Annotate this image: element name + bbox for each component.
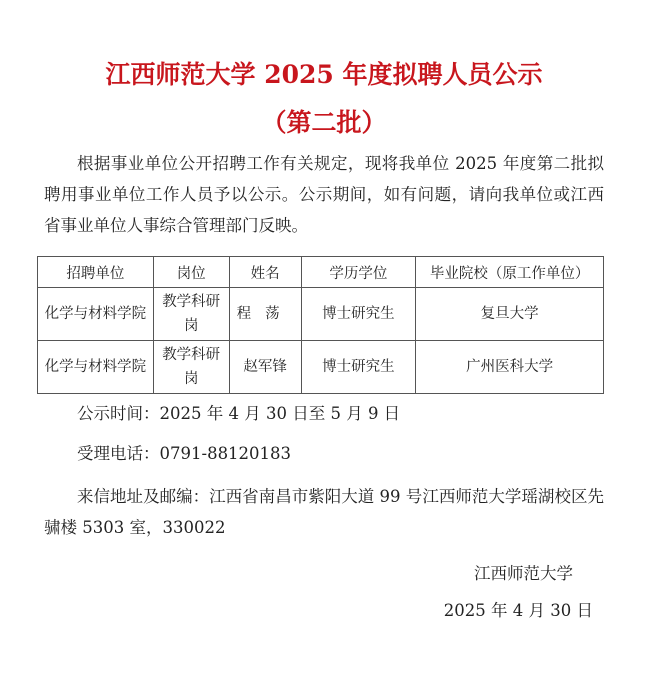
signature-org: 江西师范大学: [474, 564, 573, 583]
cell-position: 教学科研岗: [153, 288, 229, 341]
table-row: [38, 288, 604, 341]
mailing-address: 来信地址及邮编：江西省南昌市紫阳大道 99 号江西师范大学瑶湖校区先骕楼 5303 室，330022: [44, 487, 604, 537]
cell-degree: 博士研究生: [301, 288, 416, 341]
contact-phone: 受理电话：0791-88120183: [77, 444, 292, 463]
cell-name: 赵军锋: [229, 341, 301, 394]
candidate-table: [37, 256, 604, 394]
intro-paragraph: 根据事业单位公开招聘工作有关规定，现将我单位 2025 年度第二批拟聘用事业单位工作人员予以公示。公示期间，如有问题，请向我单位或江西省事业单位人事综合管理部门反映。: [44, 154, 604, 235]
header-name: 姓名: [229, 257, 301, 288]
cell-degree: 博士研究生: [301, 341, 416, 394]
notice-period: 公示时间：2025 年 4 月 30 日至 5 月 9 日: [77, 404, 401, 423]
table-row: [38, 341, 604, 394]
header-degree: 学历学位: [301, 257, 416, 288]
cell-unit: 化学与材料学院: [38, 288, 154, 341]
header-unit: 招聘单位: [38, 257, 154, 288]
announcement-title: 江西师范大学 2025 年度拟聘人员公示: [105, 60, 543, 89]
cell-position: 教学科研岗: [153, 341, 229, 394]
cell-school: 复旦大学: [416, 288, 604, 341]
cell-name: 程荡: [229, 288, 301, 341]
signature-date: 2025 年 4 月 30 日: [443, 601, 593, 620]
header-school: 毕业院校（原工作单位）: [416, 257, 604, 288]
cell-school: 广州医科大学: [416, 341, 604, 394]
announcement-subtitle: （第二批）: [261, 108, 387, 137]
table-header-row: [38, 257, 604, 288]
header-position: 岗位: [153, 257, 229, 288]
cell-unit: 化学与材料学院: [38, 341, 154, 394]
